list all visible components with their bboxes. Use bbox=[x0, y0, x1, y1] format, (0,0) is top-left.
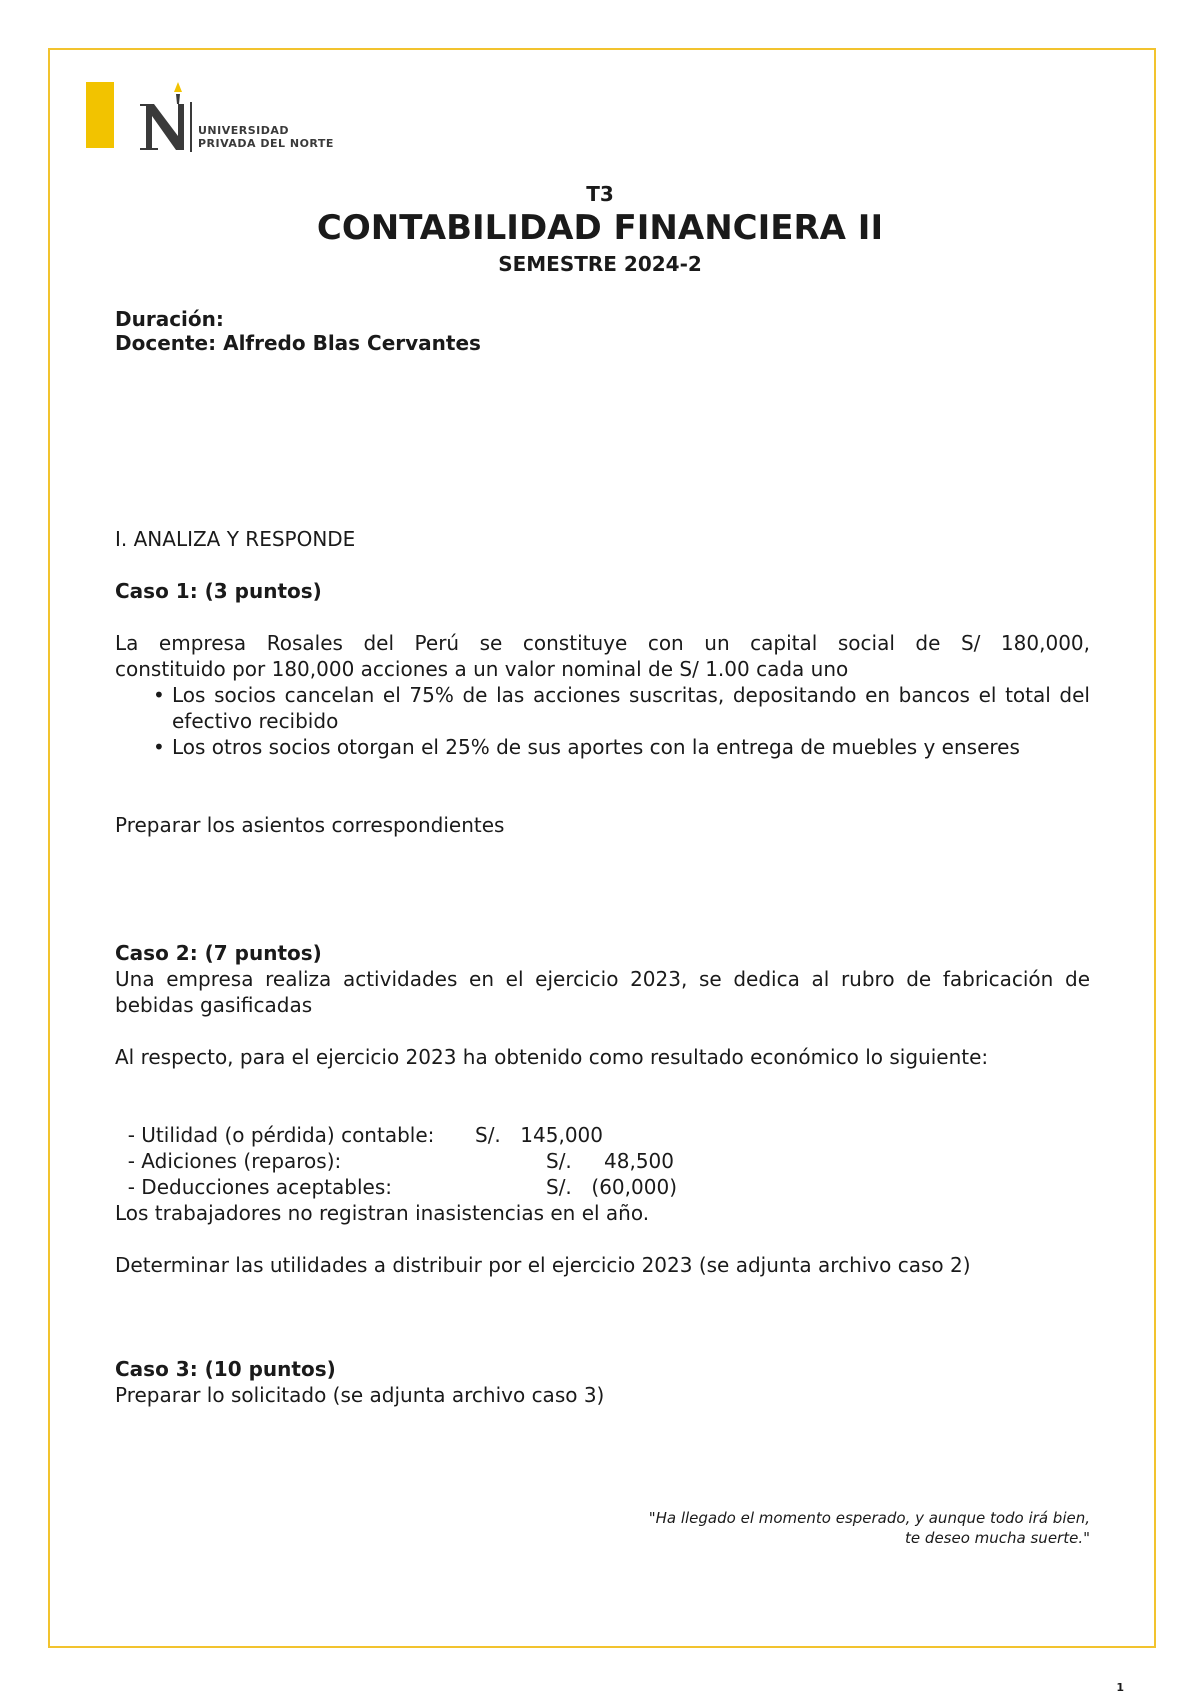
case2-heading: Caso 2: (7 puntos) bbox=[115, 941, 322, 965]
case3-instruction: Preparar lo solicitado (se adjunta archivo caso 3) bbox=[115, 1383, 605, 1407]
closing-quote-line2: te deseo mucha suerte." bbox=[905, 1529, 1090, 1547]
section-heading: I. ANALIZA Y RESPONDE bbox=[115, 527, 356, 551]
case2-item-amount: (60,000) bbox=[591, 1175, 677, 1199]
upn-logo-icon bbox=[138, 80, 196, 152]
logo-yellow-bar bbox=[86, 82, 114, 148]
case2-intro: Una empresa realiza actividades en el ejercicio 2023, se dedica al rubro de fabricación de bebidas gasificadas bbox=[115, 967, 1090, 1017]
teacher-name: Docente: Alfredo Blas Cervantes bbox=[115, 331, 481, 355]
case2-item-label: - Deducciones aceptables: bbox=[127, 1175, 392, 1199]
exam-code: T3 bbox=[586, 182, 614, 206]
case2-result-intro: Al respecto, para el ejercicio 2023 ha obtenido como resultado económico lo siguiente: bbox=[115, 1045, 989, 1069]
page-border bbox=[48, 48, 1156, 1648]
case2-note: Los trabajadores no registran inasistencias en el año. bbox=[115, 1201, 650, 1225]
university-name bbox=[198, 124, 334, 150]
case2-instruction: Determinar las utilidades a distribuir por el ejercicio 2023 (se adjunta archivo caso 2) bbox=[115, 1253, 971, 1277]
university-name-line1: UNIVERSIDAD bbox=[198, 124, 290, 137]
case2-item-amount: 145,000 bbox=[520, 1123, 603, 1147]
case1-bullet-1: • Los socios cancelan el 75% de las acciones suscritas, depositando en bancos el total del efectivo recibido bbox=[153, 682, 1090, 734]
case1-intro-line1: La empresa Rosales del Perú se constituye con un capital social de S/ 180,000, bbox=[115, 631, 1090, 655]
page-number: 1 bbox=[1116, 1681, 1124, 1694]
case2-item-amount: 48,500 bbox=[604, 1149, 674, 1173]
duration-label: Duración: bbox=[115, 307, 224, 331]
case1-heading: Caso 1: (3 puntos) bbox=[115, 579, 322, 603]
case3-heading: Caso 3: (10 puntos) bbox=[115, 1357, 336, 1381]
case1-bullet-list bbox=[153, 682, 1090, 760]
semester: SEMESTRE 2024-2 bbox=[498, 252, 702, 276]
university-name-line2: PRIVADA DEL NORTE bbox=[198, 137, 334, 150]
document-title: CONTABILIDAD FINANCIERA II bbox=[316, 208, 884, 248]
case1-bullet-2: • Los otros socios otorgan el 25% de sus aportes con la entrega de muebles y enseres bbox=[153, 734, 1090, 760]
case2-item-label: - Adiciones (reparos): bbox=[127, 1149, 342, 1173]
case2-item-label: - Utilidad (o pérdida) contable: bbox=[127, 1123, 435, 1147]
case2-item-currency: S/. bbox=[475, 1123, 501, 1147]
case2-item-currency: S/. bbox=[546, 1175, 572, 1199]
case2-item-currency: S/. bbox=[546, 1149, 572, 1173]
case1-intro-line2: constituido por 180,000 acciones a un valor nominal de S/ 1.00 cada uno bbox=[115, 657, 849, 681]
closing-quote-line1: "Ha llegado el momento esperado, y aunque todo irá bien, bbox=[648, 1509, 1090, 1527]
case1-instruction: Preparar los asientos correspondientes bbox=[115, 813, 505, 837]
closing-quote bbox=[649, 1508, 1090, 1548]
